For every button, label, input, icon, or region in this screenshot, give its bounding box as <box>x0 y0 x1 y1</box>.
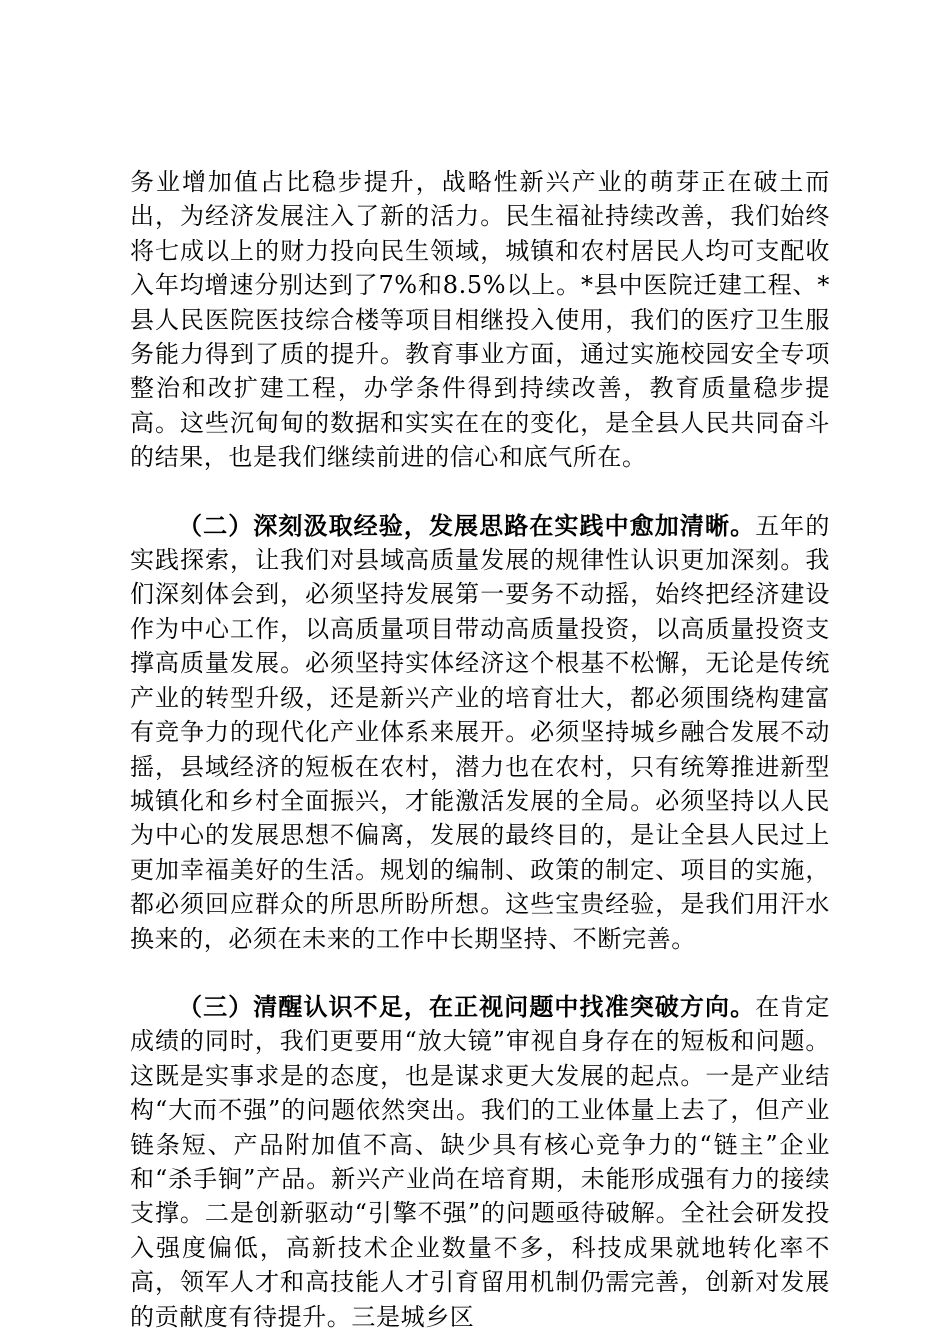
paragraph-continuation <box>130 165 830 475</box>
document-body <box>130 165 830 1334</box>
paragraph-1-text: 务业增加值占比稳步提升，战略性新兴产业的萌芽正在破土而出，为经济发展注入了新的活力。民生福祉持续改善，我们始终将七成以上的财力投向民生领域，城镇和农村居民人均可支配收入年均增速分别达到了7%和8.5%以上。*县中医院迁建工程、*县人民医院医技综合楼等项目相继投入使用，我们的医疗卫生服务能力得到了质的提升。教育事业方面，通过实施校园安全专项整治和改扩建工程，办学条件得到持续改善，教育质量稳步提高。这些沉甸甸的数据和实实在在的变化，是全县人民共同奋斗的结果，也是我们继续前进的信心和底气所在。 <box>130 168 830 472</box>
paragraph-section-2 <box>130 509 830 956</box>
section-2-heading: （二）深刻汲取经验，发展思路在实践中愈加清晰。 <box>178 510 756 540</box>
section-2-text: 五年的实践探索，让我们对县域高质量发展的规律性认识更加深刻。我们深刻体会到，必须坚持发展第一要务不动摇，始终把经济建设作为中心工作，以高质量项目带动高质量投资，以高质量投资支撑高质量发展。必须坚持实体经济这个根基不松懈，无论是传统产业的转型升级，还是新兴产业的培育壮大，都必须围绕构建富有竞争力的现代化产业体系来展开。必须坚持城乡融合发展不动摇，县域经济的短板在农村，潜力也在农村，只有统筹推进新型城镇化和乡村全面振兴，才能激活发展的全局。必须坚持以人民为中心的发展思想不偏离，发展的最终目的，是让全县人民过上更加幸福美好的生活。规划的编制、政策的制定、项目的实施，都必须回应群众的所思所盼所想。这些宝贵经验，是我们用汗水换来的，必须在未来的工作中长期坚持、不断完善。 <box>130 511 830 953</box>
section-3-heading: （三）清醒认识不足，在正视问题中找准突破方向。 <box>178 991 756 1021</box>
section-3-text: 在肯定成绩的同时，我们更要用“放大镜”审视自身存在的短板和问题。这既是实事求是的态度，也是谋求更大发展的起点。一是产业结构“大而不强”的问题依然突出。我们的工业体量上去了，但产业链条短、产品附加值不高、缺少具有核心竞争力的“链主”企业和“杀手锏”产品。新兴产业尚在培育期，未能形成强有力的接续支撑。二是创新驱动“引擎不强”的问题亟待破解。全社会研发投入强度偏低，高新技术企业数量不多，科技成果就地转化率不高，领军人才和高技能人才引育留用机制仍需完善，创新对发展的贡献度有待提升。三是城乡区 <box>130 992 830 1331</box>
paragraph-section-3 <box>130 990 830 1334</box>
